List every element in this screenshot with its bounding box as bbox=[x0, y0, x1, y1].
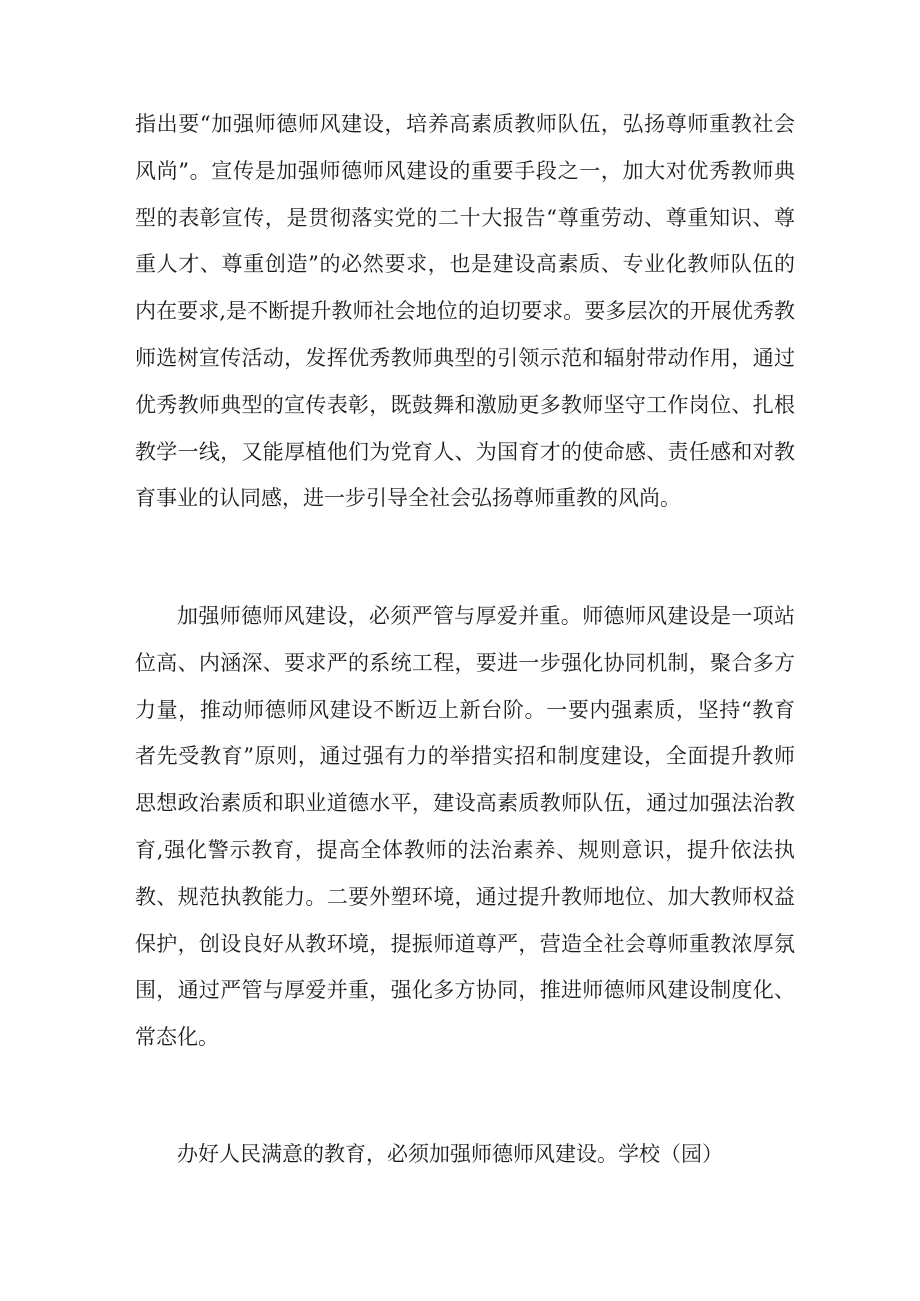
paragraph-continuation bbox=[135, 101, 795, 522]
paragraph-strict-management bbox=[135, 593, 795, 1061]
paragraph-2-text: 加强师德师风建设，必须严管与厚爱并重。师德师风建设是一项站位高、内涵深、要求严的系统工程，要进一步强化协同机制，聚合多方力量，推动师德师风建设不断迈上新台阶。一要内强素质，坚持“教育者先受教育”原则，通过强有力的举措实招和制度建设，全面提升教师思想政治素质和职业道德水平，建设高素质教师队伍，通过加强法治教育,强化警示教育，提高全体教师的法治素养、规则意识，提升依法执教、规范执教能力。二要外塑环境，通过提升教师地位、加大教师权益保护，创设良好从教环境，提振师道尊严，营造全社会尊师重教浓厚氛围，通过严管与厚爱并重，强化多方协同，推进师德师风建设制度化、常态化。 bbox=[135, 604, 795, 1050]
paragraph-satisfactory-education bbox=[135, 1131, 795, 1178]
paragraph-3-text: 办好人民满意的教育，必须加强师德师风建设。学校（园） bbox=[177, 1142, 723, 1166]
paragraph-1-text: 指出要“加强师德师风建设，培养高素质教师队伍，弘扬尊师重教社会风尚”。宣传是加强师德师风建设的重要手段之一，加大对优秀教师典型的表彰宣传，是贯彻落实党的二十大报告“尊重劳动、尊重知识、尊重人才、尊重创造”的必然要求，也是建设高素质、专业化教师队伍的内在要求,是不断提升教师社会地位的迫切要求。要多层次的开展优秀教师选树宣传活动，发挥优秀教师典型的引领示范和辐射带动作用，通过优秀教师典型的宣传表彰，既鼓舞和激励更多教师坚守工作岗位、扎根教学一线，又能厚植他们为党育人、为国育才的使命感、责任感和对教育事业的认同感，进一步引导全社会弘扬尊师重教的风尚。 bbox=[135, 112, 795, 511]
